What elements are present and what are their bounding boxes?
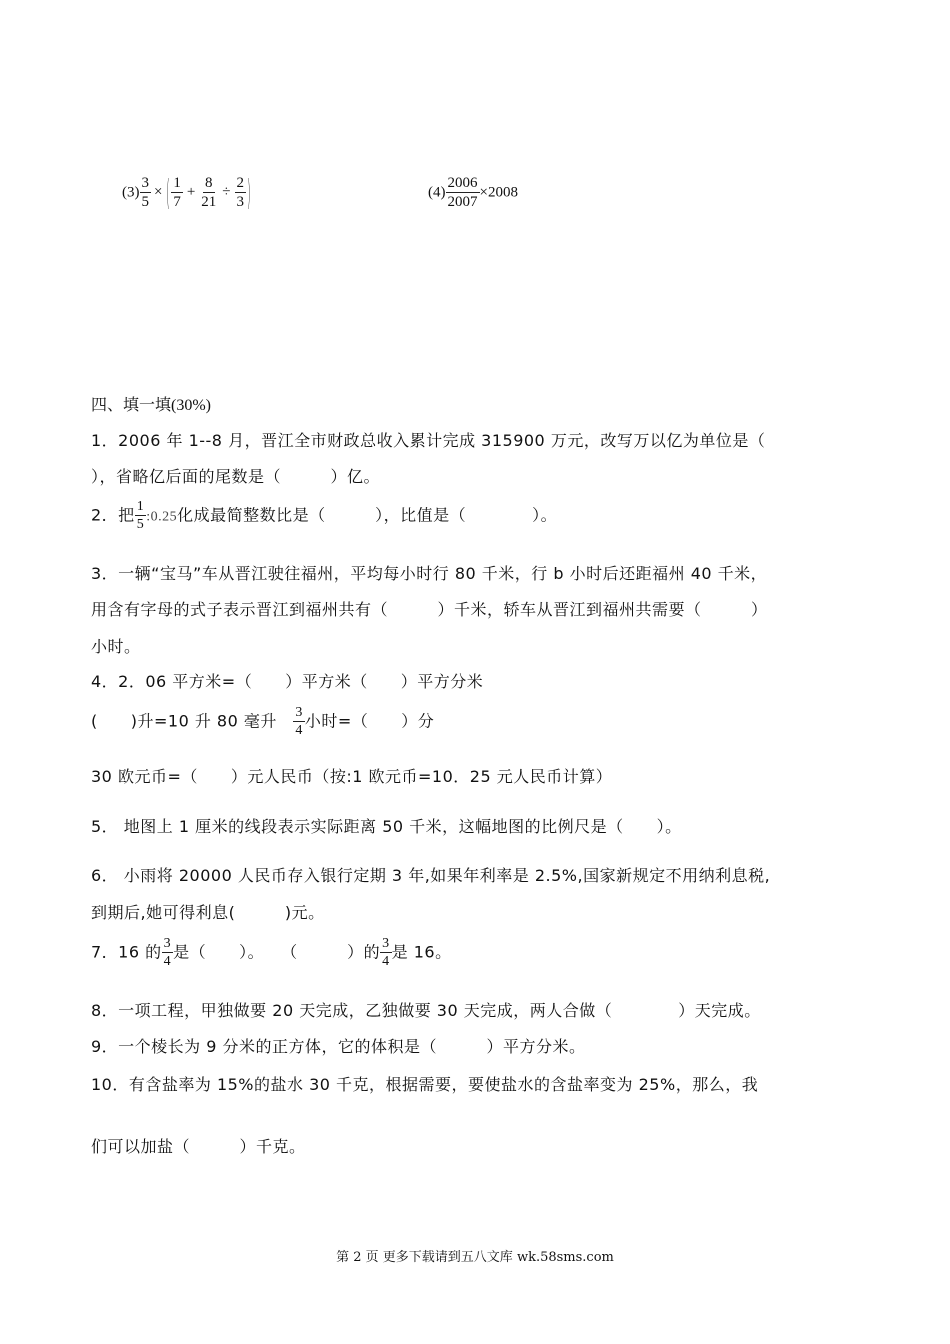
fraction: $\frac{1}{5}$ [136, 499, 145, 532]
expression-3 [122, 172, 252, 214]
expr-label: (3) [122, 184, 140, 201]
question-6-line-1: 6． 小雨将 20000 人民币存入银行定期 3 年,如果年利率是 2.5%,国家新规定不用纳利息税, [91, 866, 771, 885]
fraction: $\frac{2}{3}$ [236, 175, 245, 210]
fraction: $\frac{3}{4}$ [382, 936, 390, 969]
question-8: 8．一项工程，甲独做要 20 天完成，乙独做要 30 天完成，两人合做（ ）天完成。 [91, 1001, 761, 1020]
question-3-line-1: 3．一辆“宝马”车从晋江驶往福州，平均每小时行 80 千米，行 b 小时后还距福州 40 千米， [91, 564, 768, 583]
left-paren: ( [166, 172, 171, 214]
expr-label: (4) [428, 184, 446, 201]
question-7: 7．16 的 $\frac{3}{4}$ 是（ ）。 （ ）的 $\frac{3}{4}$ 是 16。 [91, 936, 452, 969]
fraction: $\frac{1}{7}$ [173, 175, 181, 210]
expr-rest: ×2008 [479, 184, 518, 201]
expression-4 [428, 176, 518, 210]
question-6-line-2: 到期后,她可得利息( )元。 [91, 903, 325, 922]
fraction: $\frac{3}{4}$ [163, 936, 172, 969]
question-4-line-3: 30 欧元币=（ ）元人民币（按:1 欧元币=10．25 元人民币计算） [91, 767, 613, 786]
page-footer: 第 2 页 更多下载请到五八文库 wk.58sms.com [336, 1250, 614, 1265]
question-1-line-1: 1．2006 年 1--8 月，晋江全市财政总收入累计完成 315900 万元，改写万以亿为单位是（ [91, 431, 766, 450]
question-10-line-1: 10．有含盐率为 15%的盐水 30 千克，根据需要，要使盐水的含盐率变为 25%，那么，我 [91, 1075, 759, 1094]
right-paren: ) [247, 172, 251, 214]
question-4-line-1: 4．2．06 平方米=（ ）平方米（ ）平方分米 [91, 672, 484, 691]
question-3-line-3: 小时。 [91, 637, 141, 656]
question-2: 2．把 $\frac{1}{5}$ :0.25化成最简整数比是（ ），比值是（ ）。 [91, 499, 558, 532]
question-3-line-2: 用含有字母的式子表示晋江到福州共有（ ）千米，轿车从晋江到福州共需要（ ） [91, 600, 768, 619]
fraction: $\frac{3}{4}$ [295, 705, 303, 738]
question-10-line-2: 们可以加盐（ ）千克。 [91, 1137, 306, 1156]
question-5: 5． 地图上 1 厘米的线段表示实际距离 50 千米，这幅地图的比例尺是（ ）。 [91, 817, 682, 836]
plus-sign: + [186, 184, 196, 201]
fraction: $\frac{3}{5}$ [141, 175, 149, 210]
question-9: 9．一个棱长为 9 分米的正方体，它的体积是（ ）平方分米。 [91, 1037, 586, 1056]
times-sign: × [154, 184, 163, 201]
fraction: $\frac{2006}{2007}$ [447, 175, 478, 210]
question-1-line-2: ），省略亿后面的尾数是（ ）亿。 [91, 467, 381, 486]
section-title: 四、填一填(30%) [91, 397, 211, 414]
question-4-line-2: ( )升=10 升 80 毫升 $\frac{3}{4}$ 小时=（ ）分 [91, 705, 435, 738]
fraction: $\frac{8}{21}$ [201, 175, 217, 210]
divide-sign: ÷ [222, 184, 231, 201]
